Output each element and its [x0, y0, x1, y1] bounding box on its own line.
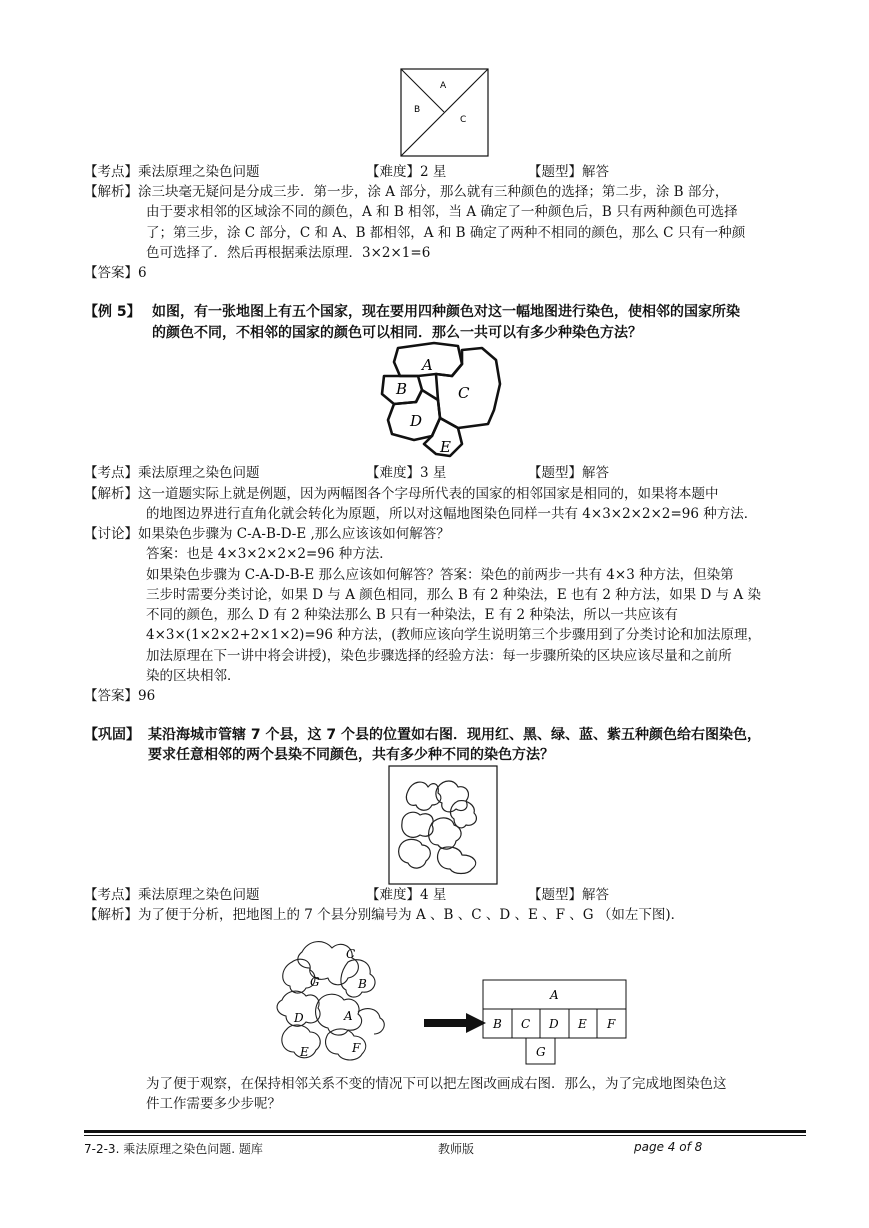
block3-after-line-2: 件工作需要多少步呢？	[146, 1096, 281, 1112]
fig4-label-c: C	[346, 947, 356, 961]
example5-line-1: 如图，有一张地图上有五个国家，现在要用四种颜色对这一幅地图进行染色，使相邻的国家所染	[152, 304, 740, 320]
five-country-map	[376, 340, 506, 464]
consolidation-label: 【巩固】	[84, 727, 140, 743]
block2-discussion-line-6: 4×3×(1×2×2+2×1×2)=96 种方法，(教师应该向学生说明第三个步骤用到了分类讨论和加法原理，	[146, 627, 761, 643]
difficulty-label: 【难度】2 星	[366, 164, 447, 180]
grid-label-f: F	[607, 1017, 616, 1031]
triangle-square-figure	[400, 68, 490, 158]
example5-question	[84, 302, 814, 322]
kaodian-label: 【考点】乘法原理之染色问题	[84, 164, 260, 180]
block2-answer: 【答案】96	[84, 688, 156, 704]
labeled-county-map	[262, 922, 412, 1072]
footer-rule-thick	[84, 1130, 806, 1133]
footer-page-number: page 4 of 8	[634, 1140, 703, 1154]
fig4-label-d: D	[294, 1011, 304, 1025]
fig2-label-d: D	[410, 412, 423, 430]
kaodian-label: 【考点】乘法原理之染色问题	[84, 887, 260, 903]
block2-analysis-line-1: 【解析】这一道题实际上就是例题，因为两幅图各个字母所代表的国家的相邻国家是相同的，如果将本题中	[84, 486, 719, 502]
fig4-label-b: B	[358, 977, 367, 991]
seven-county-map	[388, 765, 498, 885]
block2-discussion-line-2: 答案：也是 4×3×2×2×2=96 种方法．	[146, 546, 393, 562]
consolidation-line-1: 某沿海城市管辖 7 个县，这 7 个县的位置如右图．现用红、黑、绿、蓝、紫五种颜色给右图染色，	[148, 727, 761, 743]
grid-label-b: B	[493, 1017, 502, 1031]
block2-discussion-line-4: 三步时需要分类讨论，如果 D 与 A 颜色相同，那么 B 有 2 种染法，E 也有 2 种方法，如果 D 与 A 染	[146, 587, 761, 603]
grid-label-g: G	[536, 1045, 546, 1059]
block2-discussion-line-5: 不同的颜色，那么 D 有 2 种染法那么 B 只有一种染法，E 有 2 种染法，所以一共应该有	[146, 607, 678, 623]
block2-discussion-line-1: 【讨论】如果染色步骤为 C-A-B-D-E ,那么应该该如何解答？	[84, 526, 450, 542]
block2-discussion-line-3: 如果染色步骤为 C-A-D-B-E 那么应该如何解答？答案：染色的前两步一共有 4×3 种方法，但染第	[146, 567, 734, 583]
type-label: 【题型】解答	[528, 164, 609, 180]
block1-analysis-line-1: 【解析】涂三块毫无疑问是分成三步．第一步，涂 A 部分，那么就有三种颜色的选择；第二步，涂 B 部分，	[84, 184, 729, 200]
fig4-label-g: G	[310, 975, 320, 989]
footer-center: 教师版	[438, 1142, 475, 1156]
consolidation-line-2: 要求任意相邻的两个县染不同颜色，共有多少种不同的染色方法？	[148, 747, 554, 763]
example5-line-2: 的颜色不同，不相邻的国家的颜色可以相同．那么一共可以有多少种染色方法？	[152, 325, 642, 341]
block3-analysis-line-1: 【解析】为了便于分析，把地图上的 7 个县分别编号为 A 、B 、C 、D 、E 、F 、G （如左下图)．	[84, 907, 685, 923]
fig2-label-a: A	[422, 356, 433, 374]
kaodian-label: 【考点】乘法原理之染色问题	[84, 465, 260, 481]
block1-analysis-line-3: 了；第三步，涂 C 部分，C 和 A、B 都相邻，A 和 B 确定了两种不相同的颜色，那么 C 只有一种颜	[146, 225, 746, 241]
fig4-label-a: A	[344, 1009, 353, 1023]
block3-meta	[84, 885, 814, 905]
right-arrow-icon	[424, 1013, 486, 1033]
grid-label-a: A	[550, 988, 559, 1002]
fig4-label-f: F	[352, 1041, 361, 1055]
fig1-label-c: C	[460, 115, 467, 125]
block1-answer: 【答案】6	[84, 265, 147, 281]
fig4-label-e: E	[300, 1045, 309, 1059]
fig2-label-b: B	[396, 380, 408, 398]
fig2-label-c: C	[458, 384, 470, 402]
fig2-label-e: E	[440, 438, 451, 456]
grid-label-d: D	[549, 1017, 559, 1031]
example5-label: 【例 5】	[84, 304, 141, 320]
difficulty-label: 【难度】4 星	[366, 887, 447, 903]
grid-label-e: E	[578, 1017, 587, 1031]
block2-discussion-line-7: 加法原理在下一讲中将会讲授)，染色步骤选择的经验方法：每一步骤所染的区块应该尽量和之前所	[146, 648, 732, 664]
type-label: 【题型】解答	[528, 465, 609, 481]
block1-analysis-line-4: 色可选择了．然后再根据乘法原理．3×2×1=6	[146, 245, 431, 261]
block2-discussion-line-8: 染的区块相邻．	[146, 668, 241, 684]
block2-analysis-line-2: 的地图边界进行直角化就会转化为原题，所以对这幅地图染色同样一共有 4×3×2×2×2=96 种方法．	[146, 506, 758, 522]
block1-analysis-line-2: 由于要求相邻的区域涂不同的颜色，A 和 B 相邻，当 A 确定了一种颜色后，B 只有两种颜色可选择	[146, 204, 738, 220]
type-label: 【题型】解答	[528, 887, 609, 903]
adjacency-grid-diagram	[482, 979, 628, 1065]
block2-meta	[84, 463, 814, 483]
footer-left: 7-2-3. 乘法原理之染色问题. 题库	[84, 1142, 263, 1156]
block1-meta	[84, 162, 814, 182]
difficulty-label: 【难度】3 星	[366, 465, 447, 481]
consolidation-question	[84, 725, 814, 745]
fig1-label-a: A	[440, 81, 447, 91]
footer-rule-thin	[84, 1135, 806, 1136]
grid-label-c: C	[521, 1017, 531, 1031]
fig1-label-b: B	[414, 105, 421, 115]
block3-after-line-1: 为了便于观察，在保持相邻关系不变的情况下可以把左图改画成右图．那么，为了完成地图染色这	[146, 1076, 727, 1092]
